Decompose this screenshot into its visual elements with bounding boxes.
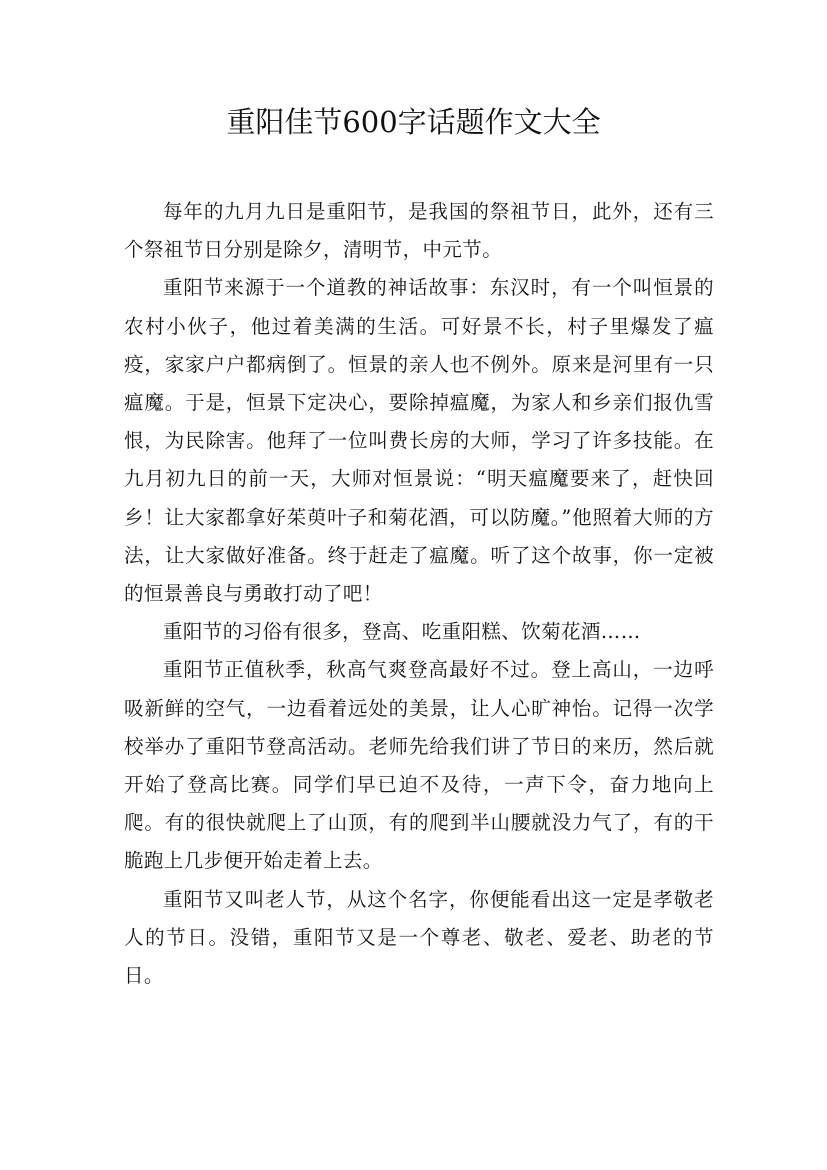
- paragraph: 重阳节的习俗有很多，登高、吃重阳糕、饮菊花酒……: [163, 620, 641, 644]
- paragraph: 重阳节来源于一个道教的神话故事：东汉时，有一个叫恒景的农村小伙子，他过着美满的生活。可好景不长，村子里爆发了瘟疫，家家户户都病倒了。恒景的亲人也不例外。原来是河里有一只瘟魔。于是，恒景下定决心，要除掉瘟魔，为家人和乡亲们报仇雪恨，为民除害。他拜了一位叫费长房的大师，学习了许多技能。在九月初九日的前一天，大师对恒景说：“明天瘟魔要来了，赶快回乡！让大家都拿好茱萸叶子和菊花酒，可以防魔。”他照着大师的方法，让大家做好准备。终于赶走了瘟魔。听了这个故事，你一定被的恒景善良与勇敢打动了吧！: [124, 276, 714, 606]
- document-body: [124, 193, 714, 995]
- document-title: 重阳佳节600字话题作文大全: [226, 105, 601, 139]
- paragraph: 重阳节正值秋季，秋高气爽登高最好不过。登上高山，一边呼吸新鲜的空气，一边看着远处的美景，让人心旷神怡。记得一次学校举办了重阳节登高活动。老师先给我们讲了节日的来历，然后就开始了登高比赛。同学们早已迫不及待，一声下令，奋力地向上爬。有的很快就爬上了山顶，有的爬到半山腰就没力气了，有的干脆跑上几步便开始走着上去。: [124, 658, 714, 873]
- paragraph: 重阳节又叫老人节，从这个名字，你便能看出这一定是孝敬老人的节日。没错，重阳节又是一个尊老、敬老、爱老、助老的节日。: [124, 887, 714, 988]
- paragraph: 每年的九月九日是重阳节，是我国的祭祖节日，此外，还有三个祭祖节日分别是除夕，清明节，中元节。: [124, 200, 714, 262]
